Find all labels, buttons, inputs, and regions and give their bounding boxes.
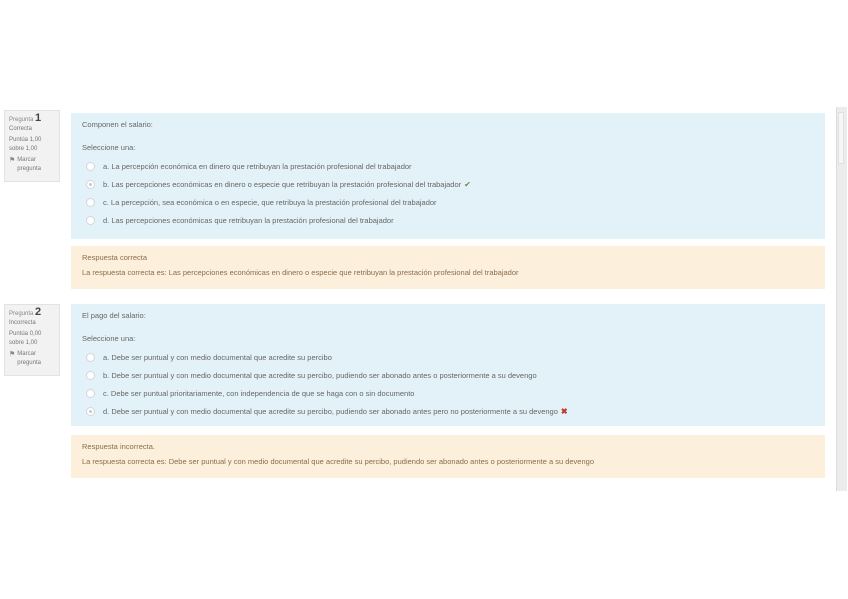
question-2-content bbox=[71, 304, 825, 426]
question-1-text: Componen el salario: bbox=[82, 120, 153, 129]
flag-icon: ⚑ bbox=[9, 157, 16, 164]
question-1-feedback bbox=[71, 246, 825, 289]
option-label: d. Debe ser puntual y con medio documental que acredite su percibo, pudiendo ser abonado antes pero no posteriormente a su devengo bbox=[103, 406, 558, 416]
cross-icon: ✖ bbox=[560, 406, 568, 416]
radio-button[interactable] bbox=[86, 162, 95, 171]
question-2-feedback bbox=[71, 435, 825, 478]
question-1-number: Pregunta 1 bbox=[9, 112, 42, 124]
question-2-option-d[interactable] bbox=[82, 402, 814, 420]
question-2-status: Incorrecta bbox=[9, 320, 36, 326]
question-1-prompt: Seleccione una: bbox=[82, 143, 136, 152]
question-2-option-a[interactable] bbox=[82, 348, 814, 366]
question-1-option-a[interactable] bbox=[82, 157, 814, 175]
question-2-score: Puntúa 0,00 sobre 1,00 bbox=[9, 331, 42, 346]
question-1-flag-button[interactable] bbox=[9, 156, 55, 174]
scrollbar[interactable] bbox=[836, 107, 847, 491]
option-label: b. Debe ser puntual y con medio documental que acredite su percibo, pudiendo ser abonado antes o posteriormente a su devengo bbox=[103, 370, 537, 380]
flag-icon: ⚑ bbox=[9, 351, 16, 358]
feedback-title: Respuesta correcta bbox=[82, 253, 148, 262]
radio-button[interactable] bbox=[86, 216, 95, 225]
question-2-flag-button[interactable] bbox=[9, 350, 55, 368]
question-2-flag-label: Marcar pregunta bbox=[17, 351, 41, 366]
scrollbar-thumb[interactable] bbox=[838, 112, 844, 164]
feedback-text: La respuesta correcta es: Debe ser puntual y con medio documental que acredite su percibo, pudiendo ser abonado antes o posteriormente a su devengo bbox=[82, 457, 594, 466]
question-1-info bbox=[4, 110, 60, 182]
option-label: c. La percepción, sea económica o en especie, que retribuya la prestación profesional del trabajador bbox=[103, 197, 437, 207]
question-1-score: Puntúa 1,00 sobre 1,00 bbox=[9, 137, 42, 152]
question-2-option-b[interactable] bbox=[82, 366, 814, 384]
option-label: c. Debe ser puntual prioritariamente, con independencia de que se haga con o sin documento bbox=[103, 388, 415, 398]
question-2-info bbox=[4, 304, 60, 376]
radio-button[interactable] bbox=[86, 407, 95, 416]
radio-button[interactable] bbox=[86, 389, 95, 398]
question-2-option-c[interactable] bbox=[82, 384, 814, 402]
question-1-flag-label: Marcar pregunta bbox=[17, 157, 41, 172]
question-1-option-d[interactable] bbox=[82, 211, 814, 229]
option-label: b. Las percepciones económicas en dinero o especie que retribuyan la prestación profesional del trabajador bbox=[103, 179, 462, 189]
question-1-option-c[interactable] bbox=[82, 193, 814, 211]
question-1-status: Correcta bbox=[9, 126, 33, 132]
question-2-prompt: Seleccione una: bbox=[82, 334, 136, 343]
check-icon: ✔ bbox=[464, 179, 471, 189]
radio-button[interactable] bbox=[86, 180, 95, 189]
question-1-option-b[interactable] bbox=[82, 175, 814, 193]
question-1-content bbox=[71, 113, 825, 239]
radio-button[interactable] bbox=[86, 353, 95, 362]
feedback-title: Respuesta incorrecta. bbox=[82, 442, 155, 451]
radio-button[interactable] bbox=[86, 371, 95, 380]
feedback-text: La respuesta correcta es: Las percepciones económicas en dinero o especie que retribuyan la prestación profesional del trabajador bbox=[82, 268, 519, 277]
option-label: d. Las percepciones económicas que retribuyan la prestación profesional del trabajador bbox=[103, 215, 394, 225]
option-label: a. Debe ser puntual y con medio documental que acredite su percibo bbox=[103, 352, 332, 362]
radio-button[interactable] bbox=[86, 198, 95, 207]
question-2-number: Pregunta 2 bbox=[9, 306, 42, 318]
question-2-text: El pago del salario: bbox=[82, 311, 146, 320]
option-label: a. La percepción económica en dinero que retribuyan la prestación profesional del trabajador bbox=[103, 161, 412, 171]
